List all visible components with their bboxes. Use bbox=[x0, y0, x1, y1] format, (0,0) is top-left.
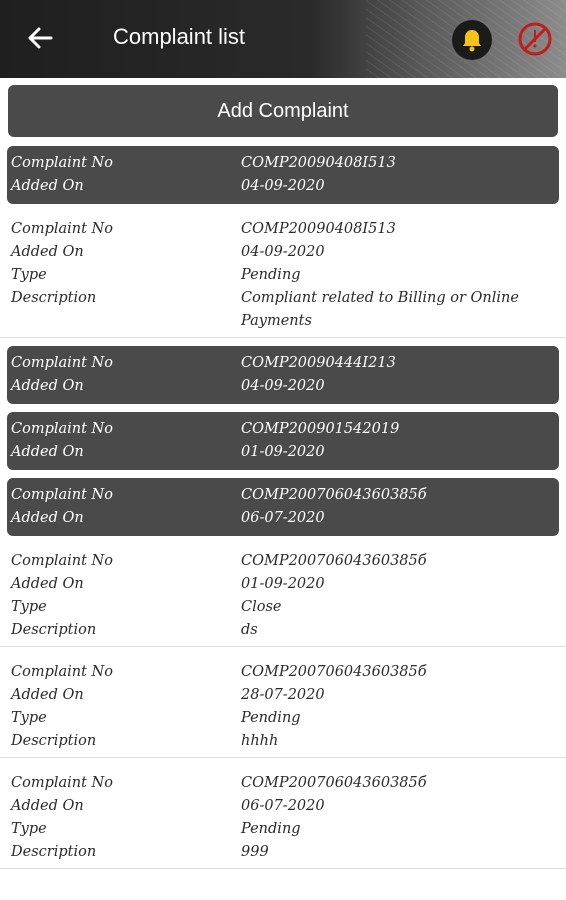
field-label: Type bbox=[11, 267, 47, 283]
complaint-row-description bbox=[11, 619, 566, 642]
field-value: COMP200901542019 bbox=[241, 421, 400, 437]
field-label: Added On bbox=[11, 178, 84, 194]
complaint-row-complaint-no bbox=[11, 484, 559, 507]
field-value: COMP20090444I213 bbox=[241, 355, 396, 371]
field-label: Added On bbox=[11, 576, 84, 592]
complaint-row-complaint-no bbox=[11, 772, 566, 795]
page-title: Complaint list bbox=[113, 24, 246, 49]
field-value: 999 bbox=[241, 844, 269, 860]
app-bar bbox=[0, 0, 566, 78]
field-value: Close bbox=[241, 599, 282, 615]
complaint-row-complaint-no bbox=[11, 661, 566, 684]
field-value: 04-09-2020 bbox=[241, 178, 325, 194]
complaint-row-complaint-no bbox=[11, 352, 559, 375]
field-label: Type bbox=[11, 710, 47, 726]
complaint-row-complaint-no bbox=[11, 152, 559, 175]
complaint-row-added-on bbox=[11, 441, 559, 464]
notification-button[interactable] bbox=[452, 20, 492, 60]
alert-button[interactable] bbox=[516, 20, 554, 58]
field-label: Added On bbox=[11, 510, 84, 526]
field-label: Complaint No bbox=[11, 155, 113, 171]
field-label: Complaint No bbox=[11, 487, 113, 503]
complaint-row-type bbox=[11, 264, 566, 287]
field-label: Complaint No bbox=[11, 553, 113, 569]
complaint-item[interactable] bbox=[7, 412, 559, 470]
back-button[interactable] bbox=[20, 18, 60, 58]
field-label: Type bbox=[11, 821, 47, 837]
bell-icon bbox=[460, 27, 484, 53]
field-value: 04-09-2020 bbox=[241, 244, 325, 260]
field-value: COMP20070604360385б bbox=[241, 553, 427, 569]
field-value: hhhh bbox=[241, 733, 279, 749]
field-label: Description bbox=[11, 622, 97, 638]
no-entry-icon bbox=[517, 21, 553, 57]
field-value: 04-09-2020 bbox=[241, 378, 325, 394]
field-label: Complaint No bbox=[11, 355, 113, 371]
field-value: COMP20070604360385б bbox=[241, 487, 427, 503]
complaint-item[interactable] bbox=[7, 146, 559, 204]
field-label: Complaint No bbox=[11, 664, 113, 680]
field-label: Complaint No bbox=[11, 221, 113, 237]
field-label: Complaint No bbox=[11, 421, 113, 437]
field-value: COMP20090408I513 bbox=[241, 155, 396, 171]
field-value: 06-07-2020 bbox=[241, 798, 325, 814]
complaint-item[interactable] bbox=[0, 544, 566, 647]
field-label: Added On bbox=[11, 244, 84, 260]
field-value: 01-09-2020 bbox=[241, 444, 325, 460]
field-value: Pending bbox=[241, 821, 301, 837]
field-value: ds bbox=[241, 622, 258, 638]
complaint-row-description bbox=[11, 730, 566, 753]
field-label: Added On bbox=[11, 444, 84, 460]
complaint-row-added-on bbox=[11, 175, 559, 198]
arrow-left-icon bbox=[27, 27, 53, 49]
field-value: 01-09-2020 bbox=[241, 576, 325, 592]
complaint-row-added-on bbox=[11, 507, 559, 530]
complaint-item[interactable] bbox=[0, 655, 566, 758]
complaint-item[interactable] bbox=[7, 478, 559, 536]
complaint-row-added-on bbox=[11, 795, 566, 818]
field-value: Compliant related to Billing or Online Payments bbox=[241, 290, 519, 329]
add-complaint-button[interactable]: Add Complaint bbox=[8, 85, 558, 137]
complaint-row-added-on bbox=[11, 573, 566, 596]
complaint-row-type bbox=[11, 818, 566, 841]
field-label: Complaint No bbox=[11, 775, 113, 791]
field-value: Pending bbox=[241, 267, 301, 283]
field-label: Type bbox=[11, 599, 47, 615]
field-label: Description bbox=[11, 733, 97, 749]
complaint-row-description bbox=[11, 287, 566, 333]
complaint-row-description bbox=[11, 841, 566, 864]
field-value: Pending bbox=[241, 710, 301, 726]
complaint-row-added-on bbox=[11, 241, 566, 264]
field-label: Added On bbox=[11, 378, 84, 394]
complaint-row-complaint-no bbox=[11, 218, 566, 241]
complaint-list bbox=[0, 146, 566, 877]
complaint-item[interactable] bbox=[0, 766, 566, 869]
complaint-row-complaint-no bbox=[11, 418, 559, 441]
field-value: COMP20090408I513 bbox=[241, 221, 396, 237]
field-label: Description bbox=[11, 844, 97, 860]
field-value: COMP20070604360385б bbox=[241, 775, 427, 791]
field-value: COMP20070604360385б bbox=[241, 664, 427, 680]
complaint-row-type bbox=[11, 596, 566, 619]
field-value: 28-07-2020 bbox=[241, 687, 325, 703]
complaint-item[interactable] bbox=[0, 212, 566, 338]
field-label: Description bbox=[11, 290, 97, 306]
field-value: 06-07-2020 bbox=[241, 510, 325, 526]
complaint-row-added-on bbox=[11, 684, 566, 707]
complaint-item[interactable] bbox=[7, 346, 559, 404]
field-label: Added On bbox=[11, 798, 84, 814]
complaint-row-complaint-no bbox=[11, 550, 566, 573]
complaint-row-type bbox=[11, 707, 566, 730]
field-label: Added On bbox=[11, 687, 84, 703]
complaint-row-added-on bbox=[11, 375, 559, 398]
